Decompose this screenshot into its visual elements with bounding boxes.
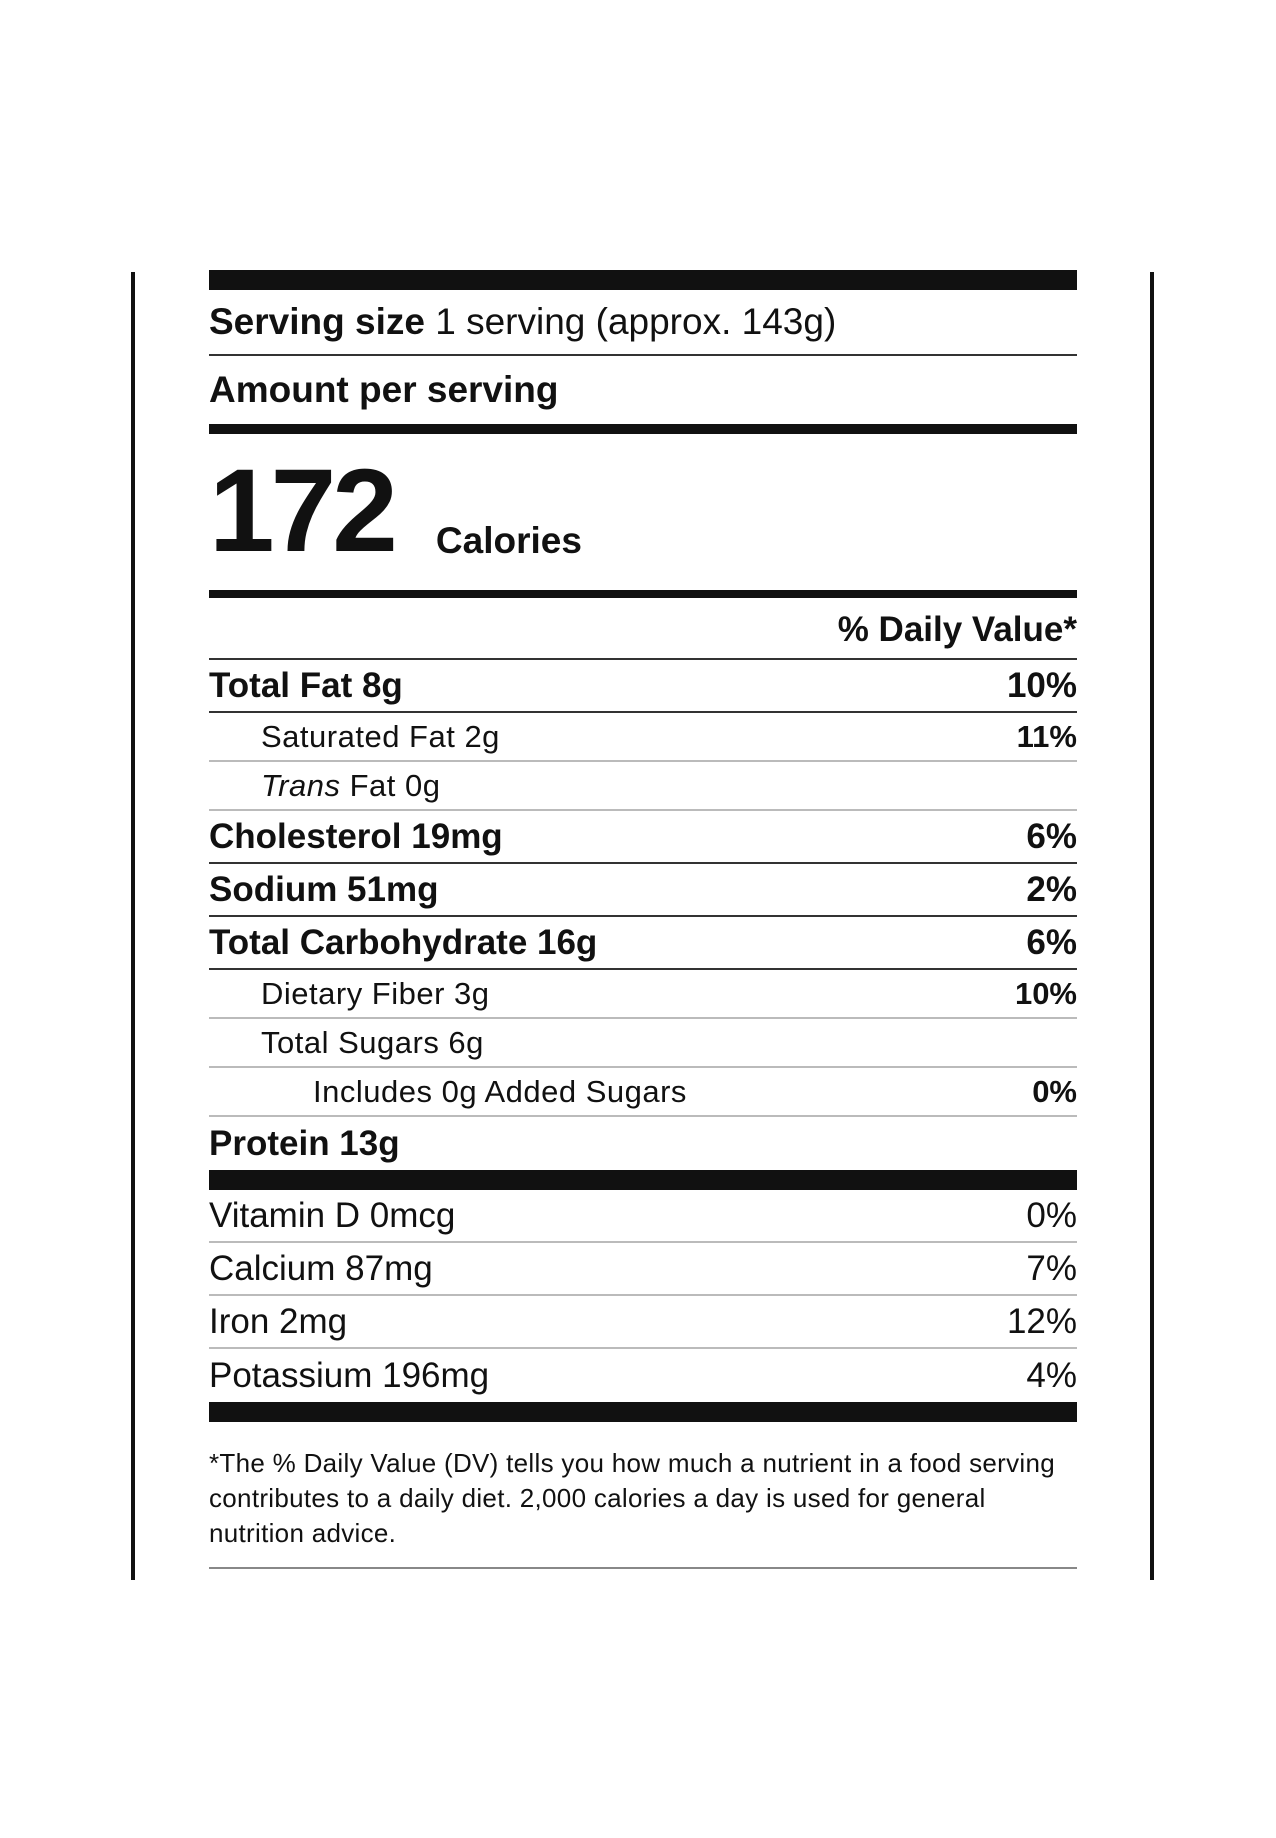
nutrient-dv: 10% xyxy=(1006,665,1077,705)
vitamin-name: Calcium 87mg xyxy=(209,1248,433,1288)
nutrient-row-total-fat xyxy=(209,660,1077,713)
nutrient-dv: 11% xyxy=(1016,718,1077,754)
serving-size-value: 1 serving (approx. 143g) xyxy=(435,301,837,342)
calories-row xyxy=(209,434,1077,590)
vitamin-dv: 4% xyxy=(1026,1355,1077,1395)
vitamin-dv: 7% xyxy=(1026,1248,1077,1288)
vitamin-dv: 0% xyxy=(1026,1195,1077,1235)
nutrient-name xyxy=(209,768,440,804)
frame-left-border xyxy=(131,272,135,1580)
daily-value-footnote: *The % Daily Value (DV) tells you how much a nutrient in a food serving contributes to a daily diet. 2,000 calories a day is used for general nutrition advice. xyxy=(209,1422,1077,1569)
nutrient-row-total-sugars xyxy=(209,1019,1077,1068)
vitamin-name: Iron 2mg xyxy=(209,1301,348,1341)
top-rule xyxy=(209,270,1077,290)
nutrient-row-sodium xyxy=(209,864,1077,917)
nutrient-name: Cholesterol 19mg xyxy=(209,816,503,856)
nutrient-dv: 2% xyxy=(1026,869,1077,909)
daily-value-header: % Daily Value* xyxy=(209,598,1077,660)
nutrient-name: Dietary Fiber 3g xyxy=(261,975,490,1011)
rule-extra-thick xyxy=(209,1170,1077,1190)
nutrient-dv: 6% xyxy=(1026,816,1077,856)
calories-value: 172 xyxy=(209,445,394,577)
nutrient-name: Sodium 51mg xyxy=(209,869,439,909)
nutrient-row-dietary-fiber xyxy=(209,970,1077,1019)
calories-label: Calories xyxy=(435,520,582,561)
nutrient-name: Total Carbohydrate 16g xyxy=(209,922,598,962)
serving-size-label: Serving size xyxy=(209,301,425,342)
nutrient-row-cholesterol xyxy=(209,811,1077,864)
nutrient-name: Protein 13g xyxy=(209,1123,400,1163)
nutrient-name: Includes 0g Added Sugars xyxy=(313,1073,687,1109)
nutrient-row-added-sugars xyxy=(209,1068,1077,1117)
vitamin-name: Potassium 196mg xyxy=(209,1355,490,1395)
vitamin-row xyxy=(209,1190,1077,1243)
rule-medium xyxy=(209,590,1077,598)
serving-size-row xyxy=(209,290,1077,356)
vitamin-row xyxy=(209,1349,1077,1402)
nutrient-dv: 6% xyxy=(1026,922,1077,962)
nutrient-row-total-carbohydrate xyxy=(209,917,1077,970)
vitamin-dv: 12% xyxy=(1006,1301,1077,1341)
nutrient-dv: 0% xyxy=(1032,1073,1077,1109)
nutrient-row-saturated-fat xyxy=(209,713,1077,762)
nutrient-dv: 10% xyxy=(1014,975,1077,1011)
vitamin-name: Vitamin D 0mcg xyxy=(209,1195,456,1235)
vitamin-row xyxy=(209,1296,1077,1349)
nutrient-row-protein xyxy=(209,1117,1077,1170)
nutrient-name: Total Sugars 6g xyxy=(261,1024,484,1060)
nutrient-name: Saturated Fat 2g xyxy=(261,718,500,754)
rule-bottom-thick xyxy=(209,1402,1077,1422)
frame-right-border xyxy=(1150,272,1154,1580)
rule-thick xyxy=(209,424,1077,434)
trans-italic: Trans xyxy=(261,767,341,803)
trans-rest: Fat 0g xyxy=(340,767,441,803)
nutrient-name: Total Fat 8g xyxy=(209,665,403,705)
nutrient-row-trans-fat xyxy=(209,762,1077,811)
nutrition-facts-label xyxy=(209,270,1077,1569)
vitamin-row xyxy=(209,1243,1077,1296)
amount-per-serving: Amount per serving xyxy=(209,369,559,410)
